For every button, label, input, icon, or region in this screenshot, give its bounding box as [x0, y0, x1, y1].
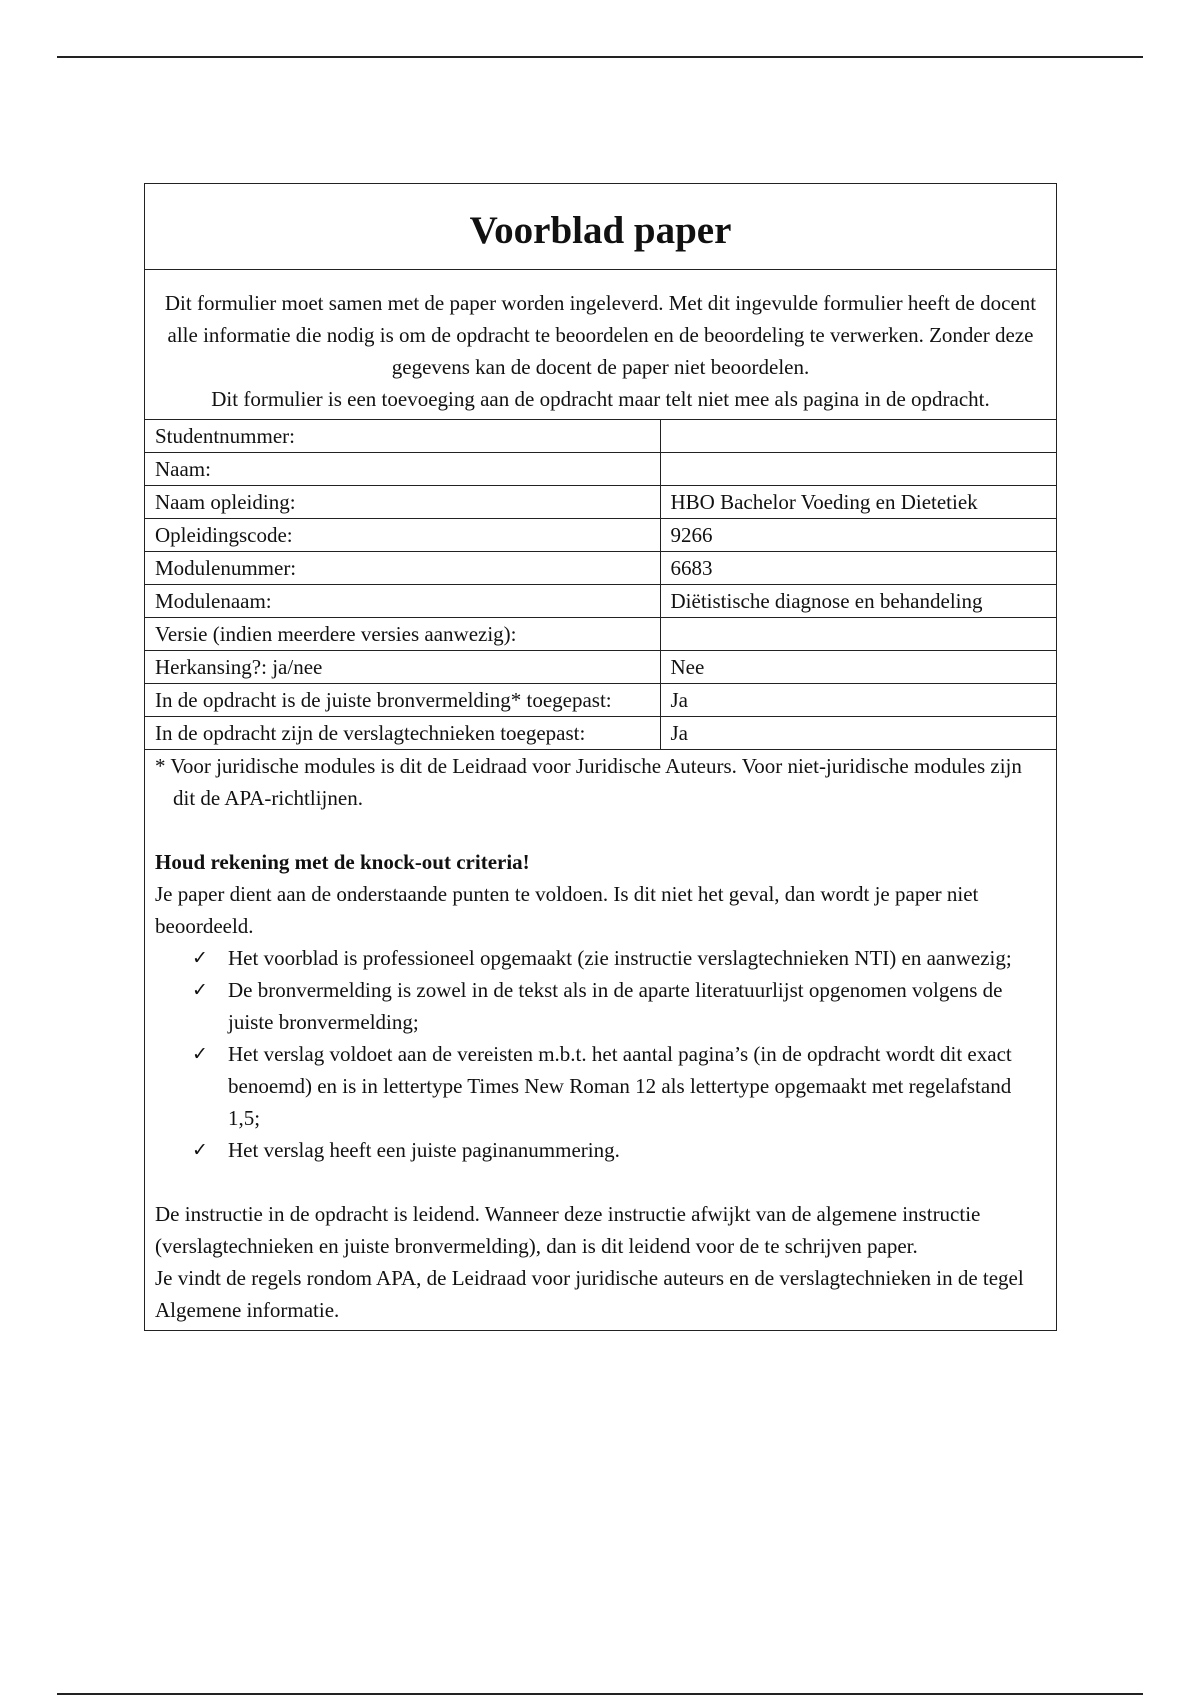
check-icon: ✓: [192, 979, 208, 1001]
criteria-item: [192, 942, 1046, 974]
closing-paragraph: De instructie in de opdracht is leidend. Wanneer deze instructie afwijkt van de algemene instructie (verslagtechnieken en juiste bronvermelding), dan is dit leidend voor de te schrijven paper.: [155, 1202, 981, 1258]
check-icon: ✓: [192, 947, 208, 969]
field-row-opleidingscode: [145, 519, 1056, 552]
field-label: In de opdracht is de juiste bronvermelding* toegepast:: [145, 684, 660, 717]
field-value[interactable]: Ja: [660, 717, 1056, 750]
spacer: [155, 814, 1046, 846]
knockout-criteria-list: [155, 942, 1046, 1166]
field-value[interactable]: Nee: [660, 651, 1056, 684]
field-label: Studentnummer:: [145, 420, 660, 453]
field-value[interactable]: Ja: [660, 684, 1056, 717]
field-row-verslagtechnieken: [145, 717, 1056, 750]
cover-sheet-form: [144, 183, 1057, 1331]
field-value[interactable]: [660, 420, 1056, 453]
field-row-naam: [145, 453, 1056, 486]
field-row-modulenummer: [145, 552, 1056, 585]
criteria-text: De bronvermelding is zowel in de tekst als in de aparte literatuurlijst opgenomen volgens de juiste bronvermelding;: [228, 978, 1003, 1034]
criteria-item: [192, 974, 1046, 1038]
field-label: Naam opleiding:: [145, 486, 660, 519]
title-box: [145, 184, 1056, 270]
field-row-bronvermelding: [145, 684, 1056, 717]
header-rule: [57, 56, 1143, 58]
check-icon: ✓: [192, 1139, 208, 1161]
field-row-studentnummer: [145, 420, 1056, 453]
field-label: Opleidingscode:: [145, 519, 660, 552]
intro-paragraph: Dit formulier is een toevoeging aan de opdracht maar telt niet mee als pagina in de opdracht.: [211, 387, 990, 411]
field-label: Herkansing?: ja/nee: [145, 651, 660, 684]
field-label: In de opdracht zijn de verslagtechnieken toegepast:: [145, 717, 660, 750]
field-row-naam-opleiding: [145, 486, 1056, 519]
page-title: Voorblad paper: [469, 209, 732, 252]
intro-section: [145, 270, 1056, 420]
closing-paragraph: Je vindt de regels rondom APA, de Leidraad voor juridische auteurs en de verslagtechnieken in de tegel Algemene informatie.: [155, 1266, 1024, 1322]
knockout-heading: Houd rekening met de knock-out criteria!: [155, 850, 530, 874]
criteria-text: Het voorblad is professioneel opgemaakt (zie instructie verslagtechnieken NTI) en aanwezig;: [228, 946, 1012, 970]
field-value[interactable]: [660, 618, 1056, 651]
criteria-text: Het verslag heeft een juiste paginanummering.: [228, 1138, 620, 1162]
field-row-herkansing: [145, 651, 1056, 684]
field-value[interactable]: Diëtistische diagnose en behandeling: [660, 585, 1056, 618]
field-value[interactable]: HBO Bachelor Voeding en Dietetiek: [660, 486, 1056, 519]
field-label: Versie (indien meerdere versies aanwezig):: [145, 618, 660, 651]
check-icon: ✓: [192, 1043, 208, 1065]
field-value[interactable]: [660, 453, 1056, 486]
field-label: Modulenaam:: [145, 585, 660, 618]
field-row-modulenaam: [145, 585, 1056, 618]
criteria-item: [192, 1038, 1046, 1134]
footnote: * Voor juridische modules is dit de Leidraad voor Juridische Auteurs. Voor niet-juridische modules zijn dit de APA-richtlijnen.: [155, 754, 1022, 810]
footer-rule: [57, 1693, 1143, 1695]
field-label: Naam:: [145, 453, 660, 486]
criteria-item: [192, 1134, 1046, 1166]
field-row-versie: [145, 618, 1056, 651]
knockout-intro: Je paper dient aan de onderstaande punten te voldoen. Is dit niet het geval, dan wordt je paper niet beoordeeld.: [155, 882, 979, 938]
fields-table: [145, 420, 1056, 750]
intro-paragraph: Dit formulier moet samen met de paper worden ingeleverd. Met dit ingevulde formulier heeft de docent alle informatie die nodig is om de opdracht te beoordelen en de beoordeling te verwerken. Zonder deze gegevens kan de docent de paper niet beoordelen.: [164, 291, 1037, 379]
field-value[interactable]: 9266: [660, 519, 1056, 552]
notes-section: [145, 750, 1056, 1330]
field-label: Modulenummer:: [145, 552, 660, 585]
field-value[interactable]: 6683: [660, 552, 1056, 585]
spacer: [155, 1166, 1046, 1198]
criteria-text: Het verslag voldoet aan de vereisten m.b.t. het aantal pagina’s (in de opdracht wordt dit exact benoemd) en is in lettertype Times New Roman 12 als lettertype opgemaakt met regelafstand 1,5;: [228, 1042, 1012, 1130]
